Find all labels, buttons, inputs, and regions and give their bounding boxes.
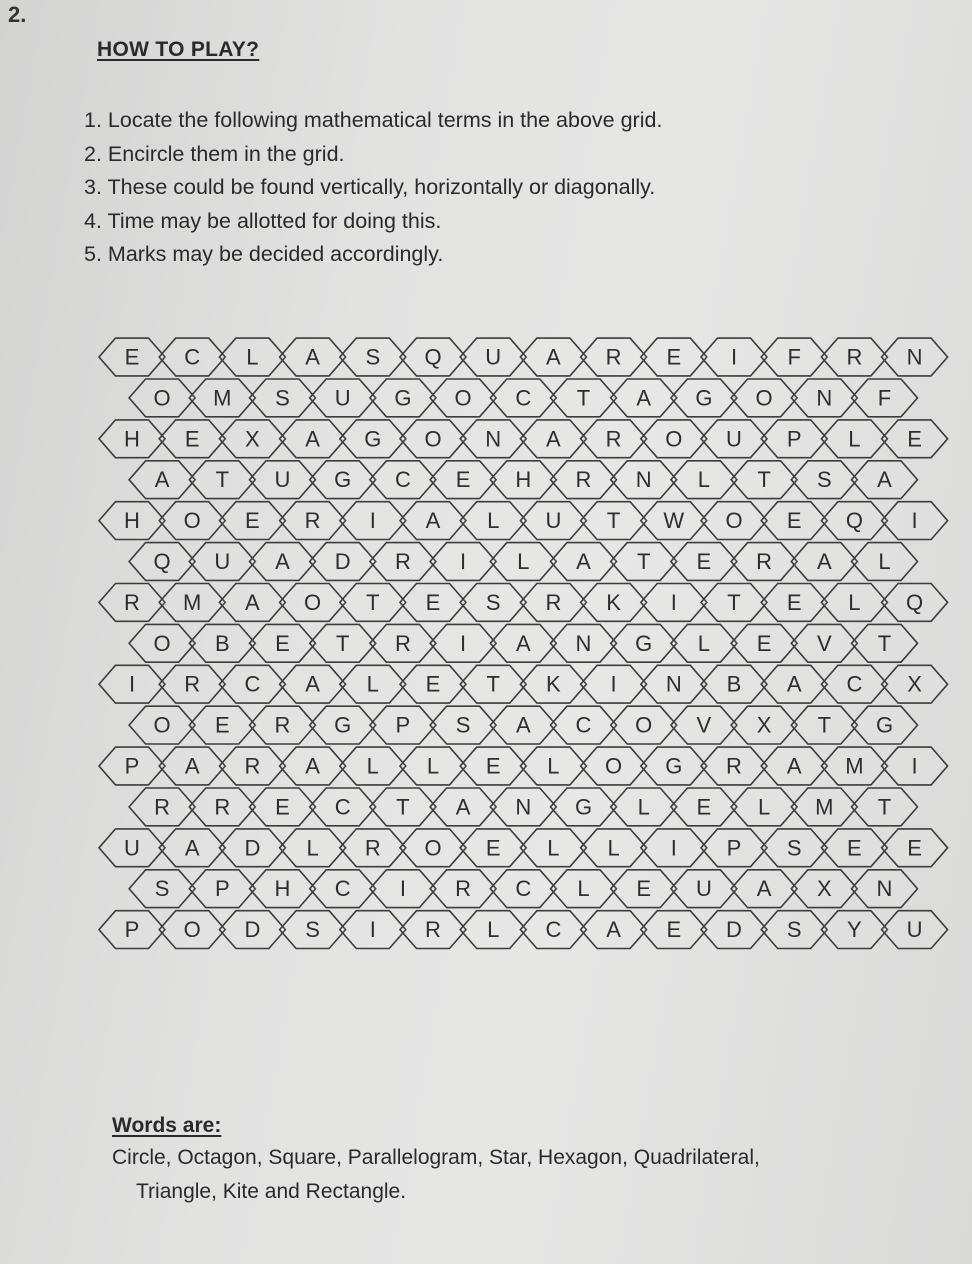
hex-letter: L xyxy=(848,426,861,452)
hex-letter: X xyxy=(756,712,772,738)
hex-letter: C xyxy=(575,712,592,738)
hex-letter: A xyxy=(425,508,441,534)
hex-letter: E xyxy=(696,794,712,820)
hex-letter: I xyxy=(399,876,406,902)
hex-letter: L xyxy=(366,671,379,697)
hex-letter: R xyxy=(726,753,742,779)
hex-letter: R xyxy=(154,794,171,820)
hex-letter: N xyxy=(515,794,532,820)
hex-letter: T xyxy=(335,630,350,656)
hex-letter: T xyxy=(877,630,892,656)
hex-letter: U xyxy=(726,426,742,452)
hex-letter: R xyxy=(244,753,261,779)
hex-letter: L xyxy=(637,794,650,820)
hex-letter: U xyxy=(274,467,291,493)
hex-letter: A xyxy=(515,712,531,738)
hex-letter: F xyxy=(877,385,892,411)
hex-letter: L xyxy=(607,835,620,861)
hex-letter: K xyxy=(546,671,561,697)
hex-letter: O xyxy=(183,917,201,943)
hex-letter: C xyxy=(244,671,261,697)
hex-letter: T xyxy=(486,671,500,697)
hex-letter: M xyxy=(213,385,232,411)
hex-letter: E xyxy=(485,835,501,861)
hex-letter: O xyxy=(665,426,683,452)
hex-letter: Y xyxy=(847,917,862,943)
hex-letter: I xyxy=(911,508,918,534)
hex-letter: G xyxy=(394,385,412,411)
hex-letter: C xyxy=(515,876,532,902)
hex-letter: I xyxy=(670,835,677,861)
hex-letter: P xyxy=(124,917,140,943)
hex-letter: T xyxy=(606,508,621,534)
hex-letter: R xyxy=(364,835,381,861)
hex-letter: C xyxy=(394,467,411,493)
hex-letter: O xyxy=(454,385,472,411)
hex-letter: R xyxy=(304,508,321,534)
hex-letter: H xyxy=(124,426,140,452)
hex-letter: L xyxy=(547,753,560,779)
hex-letter: E xyxy=(786,508,802,534)
hex-letter: L xyxy=(577,876,590,902)
hex-letter: S xyxy=(485,589,501,615)
hex-letter: I xyxy=(911,753,918,779)
hex-letter: N xyxy=(665,671,682,697)
hex-letter: O xyxy=(635,712,653,738)
hex-letter: M xyxy=(845,753,864,779)
hex-letter: U xyxy=(485,344,502,370)
hex-letter: T xyxy=(877,794,892,820)
hex-letter: R xyxy=(184,671,201,697)
hex-letter: N xyxy=(816,385,833,411)
hex-letter: L xyxy=(878,549,891,574)
hex-letter: A xyxy=(786,671,802,697)
hex-letter: H xyxy=(515,467,532,493)
instructions-list xyxy=(84,104,662,272)
hex-letter: E xyxy=(786,589,802,615)
hex-letter: O xyxy=(153,630,171,656)
hex-letter: A xyxy=(275,549,290,574)
instruction-item: 5. Marks may be decided accordingly. xyxy=(84,242,444,266)
hex-letter: A xyxy=(184,835,200,861)
hex-letter: B xyxy=(214,630,230,656)
hex-letter: U xyxy=(695,876,712,902)
hex-letter: V xyxy=(696,712,712,738)
instruction-item: 1. Locate the following mathematical terms in the above grid. xyxy=(84,108,663,132)
hex-letter: I xyxy=(460,549,467,574)
hex-letter: E xyxy=(455,467,471,493)
hex-letter: T xyxy=(757,467,771,493)
hex-letter: E xyxy=(847,835,862,861)
hex-letter: E xyxy=(214,712,230,738)
hex-letter: G xyxy=(364,426,382,452)
hex-letter: U xyxy=(214,549,231,574)
hex-letter: O xyxy=(424,835,442,861)
hex-letter: R xyxy=(605,344,622,370)
hex-letter: Q xyxy=(153,549,171,574)
hex-letter: N xyxy=(575,630,592,656)
hex-letter: T xyxy=(817,712,832,738)
hex-letter: A xyxy=(245,589,260,615)
hex-letter: P xyxy=(395,712,411,738)
hex-letter: G xyxy=(635,630,653,656)
hex-letter: L xyxy=(697,467,711,493)
hex-letter: O xyxy=(725,508,743,534)
hex-letter: O xyxy=(153,712,171,738)
hex-letter: B xyxy=(726,671,742,697)
hex-letter: T xyxy=(396,794,410,820)
hex-letter: L xyxy=(426,753,440,779)
hex-letter: X xyxy=(245,426,260,452)
hex-letter: A xyxy=(816,549,832,574)
hex-letter: A xyxy=(877,467,892,493)
hex-letter: A xyxy=(756,876,772,902)
hex-letter: R xyxy=(425,917,441,943)
hex-letter: L xyxy=(366,753,379,779)
hex-letter: C xyxy=(334,794,351,820)
hex-letter: R xyxy=(394,549,411,574)
hex-letter: N xyxy=(635,467,652,493)
hex-letter: E xyxy=(666,344,682,370)
hex-letter: L xyxy=(306,835,319,861)
hex-letter: O xyxy=(755,385,773,411)
hex-letter: S xyxy=(786,835,802,861)
hex-letter: D xyxy=(726,917,742,943)
hex-letter: G xyxy=(334,467,352,493)
hex-letter: D xyxy=(334,549,351,574)
hex-letter: I xyxy=(670,589,677,615)
hex-letter: S xyxy=(275,385,290,411)
hex-letter: I xyxy=(460,630,467,656)
word-list-line: Triangle, Kite and Rectangle. xyxy=(136,1180,407,1203)
hex-letter: A xyxy=(606,917,621,943)
instruction-item: 4. Time may be allotted for doing this. xyxy=(84,208,442,233)
hex-letter: A xyxy=(515,630,531,656)
hex-letter: U xyxy=(334,385,351,411)
hex-letter: C xyxy=(334,876,351,902)
hex-letter: E xyxy=(275,794,290,820)
hex-letter: G xyxy=(665,753,683,779)
hex-letter: A xyxy=(455,794,471,820)
hex-letter: A xyxy=(576,549,591,574)
hex-letter: D xyxy=(244,917,261,943)
hex-letter: E xyxy=(184,426,200,452)
hex-letter: S xyxy=(786,917,802,943)
hex-letter: H xyxy=(124,508,140,534)
hex-letter: A xyxy=(305,344,320,370)
hex-letter: C xyxy=(515,385,532,411)
hex-letter: N xyxy=(485,426,502,452)
instruction-item: 3. These could be found vertically, horizontally or diagonally. xyxy=(84,175,656,199)
hex-letter: T xyxy=(366,589,380,615)
hex-letter: L xyxy=(697,630,711,656)
hex-letter: G xyxy=(695,385,713,411)
hex-letter: I xyxy=(369,917,376,943)
hex-letter: S xyxy=(455,712,471,738)
hex-letter: T xyxy=(576,385,591,411)
hex-letter: R xyxy=(545,589,562,615)
hex-letter: Q xyxy=(906,589,924,615)
hex-letter: H xyxy=(274,876,291,902)
hex-letter: E xyxy=(696,549,712,574)
hex-letter: L xyxy=(547,835,560,861)
hex-letter: E xyxy=(425,671,441,697)
hex-letter: L xyxy=(246,344,259,370)
hex-letter: V xyxy=(816,630,832,656)
hex-letter: K xyxy=(606,589,621,615)
hex-letter: S xyxy=(305,917,320,943)
instruction-item: 2. Encircle them in the grid. xyxy=(84,141,345,166)
hex-letter: P xyxy=(786,426,802,452)
hex-letter: L xyxy=(487,508,500,534)
words-heading: Words are: xyxy=(112,1114,222,1137)
hex-letter: R xyxy=(605,426,622,452)
hex-letter: G xyxy=(574,794,593,820)
hex-letter: E xyxy=(245,508,260,534)
hex-letter: A xyxy=(305,753,320,779)
hex-letter: A xyxy=(154,467,170,493)
hex-letter: R xyxy=(455,876,472,902)
hex-letter: M xyxy=(815,794,834,820)
hex-letter: T xyxy=(727,589,741,615)
hex-letter: E xyxy=(907,835,922,861)
hex-letter: E xyxy=(485,753,501,779)
hex-letter: Q xyxy=(845,508,863,534)
word-list-line: Circle, Octagon, Square, Parallelogram, Star, Hexagon, Quadrilateral, xyxy=(112,1146,760,1169)
hex-letter: F xyxy=(787,344,801,370)
hex-letter: R xyxy=(575,467,592,493)
hex-letter: N xyxy=(876,876,893,902)
hex-letter: O xyxy=(304,589,322,615)
hex-letter: E xyxy=(636,876,652,902)
hex-letter: S xyxy=(154,876,170,902)
hex-letter: O xyxy=(153,385,171,411)
hex-letter: E xyxy=(275,630,290,656)
hex-letter: L xyxy=(517,549,530,574)
hex-letter: D xyxy=(244,835,261,861)
hex-letter: C xyxy=(846,671,863,697)
hex-letter: R xyxy=(274,712,291,738)
hex-letter: N xyxy=(906,344,923,370)
hex-letter: U xyxy=(124,835,140,861)
hex-letter: P xyxy=(214,876,230,902)
hex-letter: A xyxy=(636,385,652,411)
hex-letter: I xyxy=(128,671,136,697)
hex-letter: U xyxy=(906,917,923,943)
hex-letter: S xyxy=(365,344,381,370)
hex-letter: O xyxy=(605,753,623,779)
hex-letter: T xyxy=(215,467,230,493)
page-title: HOW TO PLAY? xyxy=(97,38,260,61)
hex-letter: W xyxy=(663,508,685,534)
hex-letter: R xyxy=(846,344,863,370)
question-number: 2. xyxy=(8,2,27,27)
hex-letter: E xyxy=(756,630,772,656)
hex-letter: I xyxy=(369,508,376,534)
hex-letter: E xyxy=(907,426,922,452)
hex-letter: G xyxy=(875,712,894,738)
hex-letter: P xyxy=(124,753,140,779)
hex-letter: Q xyxy=(424,344,442,370)
hex-letter: E xyxy=(124,344,140,370)
hex-letter: M xyxy=(183,589,202,615)
hex-letter: A xyxy=(546,344,561,370)
hex-letter: A xyxy=(184,753,200,779)
hex-letter: R xyxy=(756,549,773,574)
hex-letter: S xyxy=(816,467,832,493)
hex-letter: A xyxy=(546,426,561,452)
hex-letter: A xyxy=(786,753,802,779)
hex-letter: L xyxy=(487,917,500,943)
hex-letter: I xyxy=(730,344,738,370)
hex-letter: P xyxy=(726,835,742,861)
hex-letter: E xyxy=(666,917,682,943)
hex-letter: C xyxy=(184,344,201,370)
hex-letter: C xyxy=(545,917,562,943)
hex-letter: L xyxy=(848,589,861,615)
hex-letter: T xyxy=(636,549,651,574)
hex-letter: O xyxy=(424,426,442,452)
hex-letter: R xyxy=(394,630,411,656)
hex-letter: I xyxy=(610,671,617,697)
hex-letter: O xyxy=(183,508,201,534)
hex-letter: A xyxy=(305,426,320,452)
hex-letter: U xyxy=(545,508,562,534)
hex-letter: X xyxy=(907,671,922,697)
hex-letter: L xyxy=(757,794,771,820)
hex-letter: E xyxy=(425,589,441,615)
hex-letter: A xyxy=(305,671,320,697)
hex-letter: R xyxy=(124,589,140,615)
hex-letter: R xyxy=(214,794,231,820)
hex-letter: G xyxy=(334,712,352,738)
hex-letter: X xyxy=(816,876,832,902)
